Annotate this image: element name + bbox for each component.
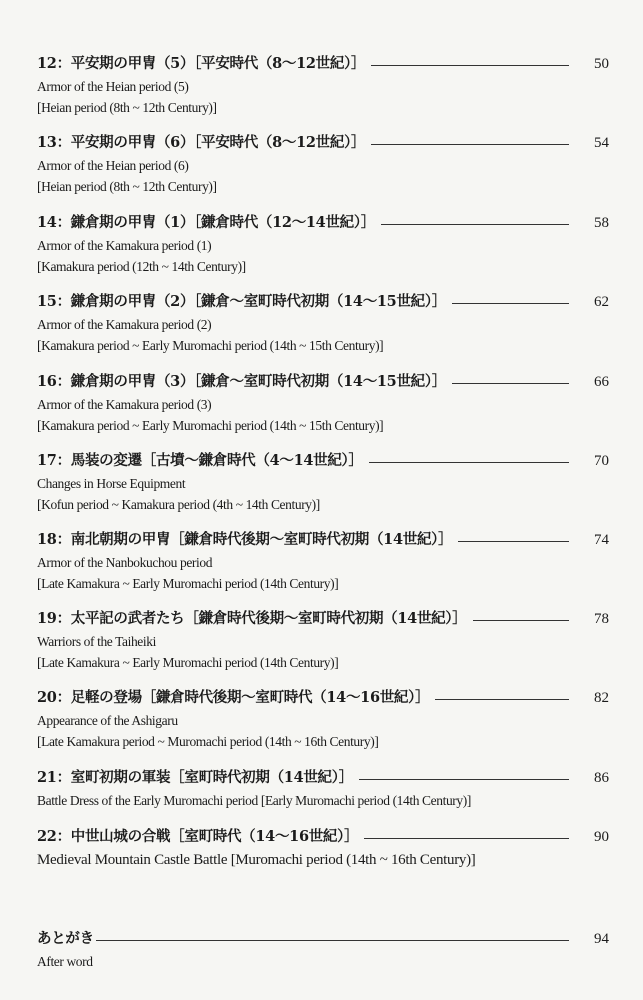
dotted-leader: [435, 699, 569, 700]
toc-entry-22[interactable]: [37, 825, 609, 871]
toc-entry-row: [37, 825, 609, 849]
dotted-leader: [452, 383, 569, 384]
toc-entry-21[interactable]: [37, 766, 609, 811]
toc-entry-row: [37, 766, 609, 790]
period-note: [Heian period (8th ~ 12th Century)]: [37, 100, 217, 115]
period-note: [Kamakura period ~ Early Muromachi period (14th ~ 15th Century)]: [37, 418, 384, 433]
period-note: [Late Kamakura ~ Early Muromachi period (14th Century)]: [37, 655, 339, 670]
english-title: Armor of the Heian period (6): [37, 158, 189, 173]
toc-entry-row: [37, 52, 609, 76]
toc-entry-row: [37, 370, 609, 394]
dotted-leader: [381, 224, 569, 225]
toc-entry-row: [37, 528, 609, 552]
english-title: Medieval Mountain Castle Battle [Muromachi period (14th ~ 16th Century)]: [37, 852, 476, 868]
english-title: After word: [37, 954, 93, 969]
english-title: Warriors of the Taiheiki: [37, 634, 156, 649]
english-title: Appearance of the Ashigaru: [37, 713, 178, 728]
page-number[interactable]: 86: [594, 770, 609, 786]
page-number[interactable]: 94: [594, 931, 609, 947]
period-note: [Late Kamakura ~ Early Muromachi period (14th Century)]: [37, 576, 339, 591]
toc-entry-row: [37, 449, 609, 473]
english-title: Battle Dress of the Early Muromachi period [Early Muromachi period (14th Century)]: [37, 793, 471, 808]
toc-entry-15[interactable]: [37, 290, 609, 356]
chapter-title[interactable]: あとがき: [37, 930, 94, 947]
toc-entry-20[interactable]: [37, 686, 609, 752]
toc-entry-12[interactable]: [37, 52, 609, 118]
toc-entry-13[interactable]: [37, 131, 609, 197]
chapter-title[interactable]: 16：鎌倉期の甲冑（3）［鎌倉〜室町時代初期（14〜15世紀）］: [37, 373, 447, 390]
page-number[interactable]: 70: [594, 453, 609, 469]
chapter-title[interactable]: 14：鎌倉期の甲冑（1）［鎌倉時代（12〜14世紀）］: [37, 214, 376, 231]
page-number[interactable]: 58: [594, 215, 609, 231]
toc-entry-18[interactable]: [37, 528, 609, 594]
chapter-title[interactable]: 22：中世山城の合戦［室町時代（14〜16世紀）］: [37, 828, 359, 845]
toc-entry-afterword[interactable]: [37, 927, 609, 972]
dotted-leader: [452, 303, 569, 304]
toc-entry-14[interactable]: [37, 211, 609, 277]
chapter-title[interactable]: 18：南北朝期の甲冑［鎌倉時代後期〜室町時代初期（14世紀）］: [37, 531, 453, 548]
page-number[interactable]: 82: [594, 690, 609, 706]
page-number[interactable]: 78: [594, 611, 609, 627]
english-title: Armor of the Heian period (5): [37, 79, 189, 94]
toc-entry-row: [37, 607, 609, 631]
period-note: [Heian period (8th ~ 12th Century)]: [37, 179, 217, 194]
english-title: Armor of the Kamakura period (2): [37, 317, 212, 332]
dotted-leader: [371, 65, 569, 66]
toc-entry-row: [37, 211, 609, 235]
toc-entry-16[interactable]: [37, 370, 609, 436]
english-title: Armor of the Kamakura period (3): [37, 397, 212, 412]
chapter-title[interactable]: 12：平安期の甲冑（5）［平安時代（8〜12世紀）］: [37, 55, 366, 72]
english-title: Armor of the Nanbokuchou period: [37, 555, 213, 570]
dotted-leader: [473, 620, 569, 621]
page-number[interactable]: 90: [594, 829, 609, 845]
period-note: [Kofun period ~ Kamakura period (4th ~ 14th Century)]: [37, 497, 320, 512]
chapter-title[interactable]: 15：鎌倉期の甲冑（2）［鎌倉〜室町時代初期（14〜15世紀）］: [37, 293, 447, 310]
dotted-leader: [364, 838, 569, 839]
chapter-title[interactable]: 13：平安期の甲冑（6）［平安時代（8〜12世紀）］: [37, 134, 366, 151]
dotted-leader: [458, 541, 569, 542]
toc-entry-row: [37, 131, 609, 155]
dotted-leader: [96, 940, 569, 941]
toc-entry-row: [37, 686, 609, 710]
page-number[interactable]: 66: [594, 374, 609, 390]
page-number[interactable]: 50: [594, 56, 609, 72]
period-note: [Late Kamakura period ~ Muromachi period (14th ~ 16th Century)]: [37, 734, 379, 749]
toc-entry-19[interactable]: [37, 607, 609, 673]
toc-entry-row: [37, 290, 609, 314]
dotted-leader: [369, 462, 569, 463]
period-note: [Kamakura period (12th ~ 14th Century)]: [37, 259, 246, 274]
toc-entry-17[interactable]: [37, 449, 609, 515]
chapter-title[interactable]: 21：室町初期の軍装［室町時代初期（14世紀）］: [37, 769, 353, 786]
period-note: [Kamakura period ~ Early Muromachi period (14th ~ 15th Century)]: [37, 338, 384, 353]
dotted-leader: [359, 779, 569, 780]
chapter-title[interactable]: 19：太平記の武者たち［鎌倉時代後期〜室町時代初期（14世紀）］: [37, 610, 467, 627]
english-title: Armor of the Kamakura period (1): [37, 238, 212, 253]
chapter-title[interactable]: 20：足軽の登場［鎌倉時代後期〜室町時代（14〜16世紀）］: [37, 689, 430, 706]
page-number[interactable]: 62: [594, 294, 609, 310]
english-title: Changes in Horse Equipment: [37, 476, 186, 491]
page-number[interactable]: 74: [594, 532, 609, 548]
chapter-title[interactable]: 17：馬装の変遷［古墳〜鎌倉時代（4〜14世紀）］: [37, 452, 363, 469]
toc-entry-row: [37, 927, 609, 951]
dotted-leader: [371, 144, 569, 145]
page-number[interactable]: 54: [594, 135, 609, 151]
